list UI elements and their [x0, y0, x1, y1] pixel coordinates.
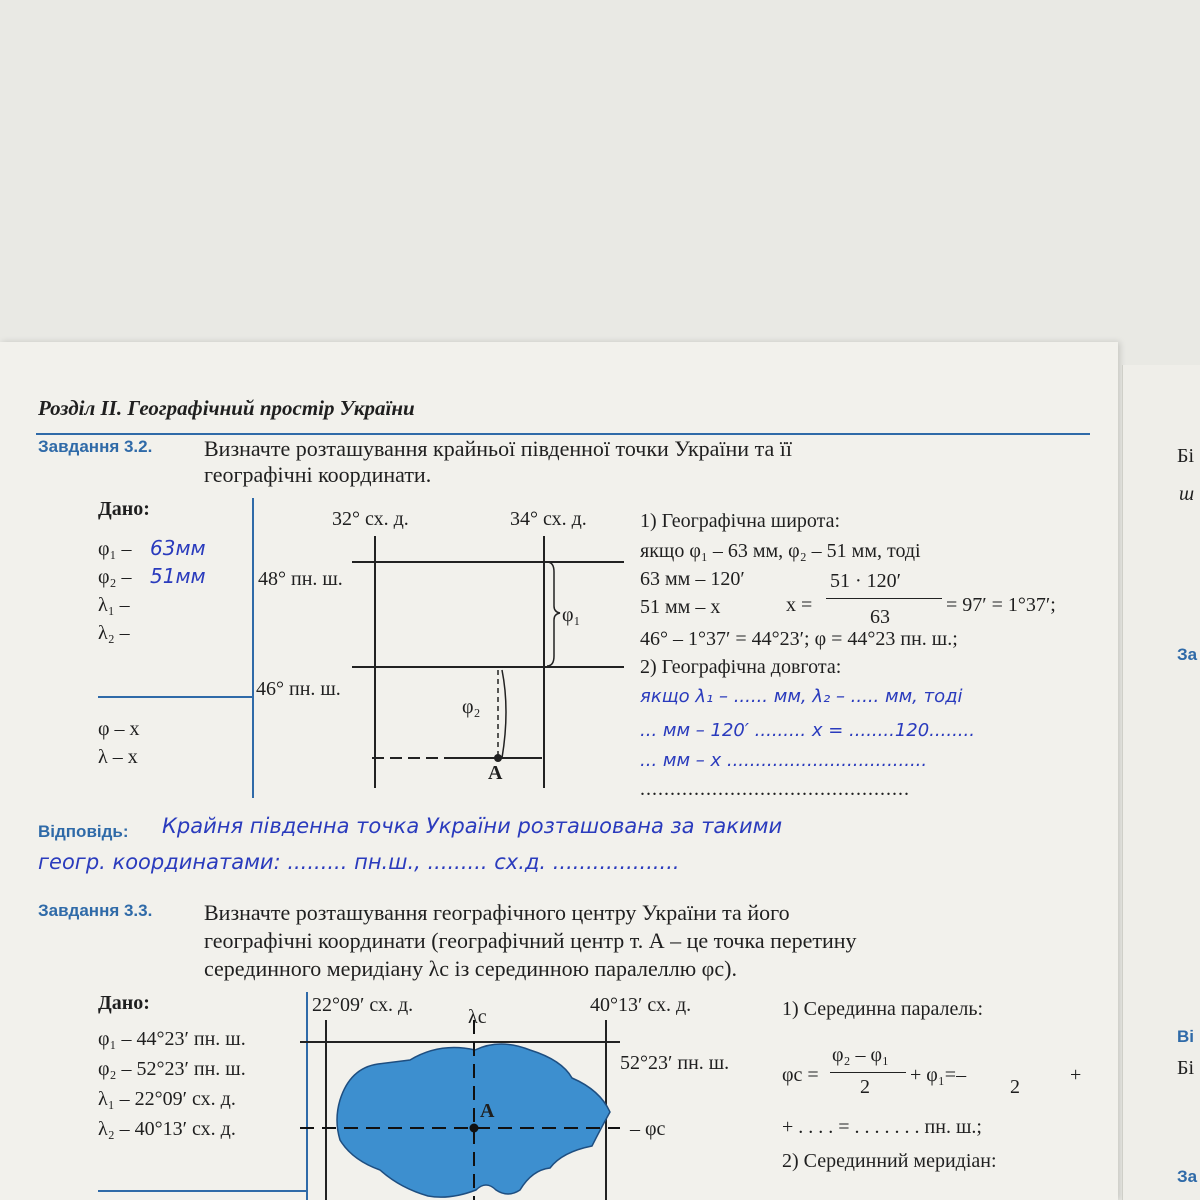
given-phi2-handwritten: 51мм	[150, 564, 206, 588]
given-phi1-handwritten: 63мм	[150, 536, 206, 560]
find-phi: φ – x	[98, 718, 140, 740]
dotted-line: .............................................	[640, 778, 910, 800]
fraction-result: = 97′ = 1°37′;	[946, 594, 1056, 616]
fraction-numerator: 51 · 120′	[830, 570, 902, 592]
handwritten-longitude-line1: якщо λ₁ – ...... мм, λ₂ – ..... мм, тоді	[640, 686, 963, 707]
solution-longitude-heading: 2) Географічна довгота:	[640, 656, 842, 678]
given-phi1-3-3: φ₁ – 44°23′ пн. ш.	[98, 1028, 246, 1050]
solution-line2: 63 мм – 120′	[640, 568, 745, 590]
next-page-edge	[1122, 365, 1200, 1200]
task-3-2-text-line2: географічні координати.	[204, 462, 432, 487]
ukraine-map	[300, 1020, 640, 1200]
given-phi2-3-3: φ₂ – 52°23′ пн. ш.	[98, 1058, 246, 1080]
next-page-label: Ві	[1177, 1027, 1194, 1046]
solution-line1: якщо φ₁ – 63 мм, φ₂ – 51 мм, тоді	[640, 540, 921, 562]
answer-label: Відповідь:	[38, 822, 129, 841]
given-separator	[98, 696, 254, 698]
fraction-denominator: 63	[870, 606, 890, 628]
section-title: Розділ ІІ. Географічний простір України	[38, 396, 415, 420]
header-rule	[36, 433, 1090, 435]
map-lat-label: 52°23′ пн. ш.	[620, 1052, 730, 1074]
solution-latitude-heading: 1) Географічна широта:	[640, 510, 841, 532]
next-page-text: Бі	[1177, 1057, 1195, 1079]
task-3-3-text-line1: Визначте розташування географічного центру України та його	[204, 900, 790, 925]
handwritten-longitude-line2: ... мм – 120′ ......... x = ........120........	[640, 720, 975, 741]
midparallel-fraction-bar	[830, 1072, 906, 1073]
midparallel-line2: + . . . . = . . . . . . . пн. ш.;	[782, 1116, 982, 1138]
next-page-text: Бі	[1177, 445, 1195, 467]
next-page-text: ш	[1179, 483, 1195, 505]
x-equals: x =	[786, 594, 813, 616]
given-title-3-3: Дано:	[98, 992, 150, 1014]
midparallel-plus-phi1: + φ₁=–	[910, 1064, 967, 1086]
given-lam2-3-3: λ₂ – 40°13′ сх. д.	[98, 1118, 236, 1140]
given-lam1-3-3: λ₁ – 22°09′ сх. д.	[98, 1088, 236, 1110]
solution-line4: 46° – 1°37′ = 44°23′; φ = 44°23 пн. ш.;	[640, 628, 958, 650]
given-phi2: φ₂ –	[98, 566, 132, 588]
given-separator-3-3	[98, 1190, 308, 1192]
task-3-3-label: Завдання 3.3.	[38, 901, 153, 920]
map-point-a: А	[480, 1100, 495, 1122]
lat-label-48: 48° пн. ш.	[258, 568, 343, 590]
diagram-marks	[352, 560, 572, 790]
given-phi1: φ₁ –	[98, 538, 132, 560]
find-lam: λ – x	[98, 746, 138, 768]
lon-label-32: 32° сх. д.	[332, 508, 409, 530]
given-lam2: λ₂ –	[98, 622, 130, 644]
answer-handwritten-line1: Крайня південна точка України розташована за такими	[162, 814, 783, 838]
answer-handwritten-line2: геогр. координатами: ......... пн.ш., ......... сх.д. ...................	[38, 850, 680, 874]
handwritten-longitude-line3: ... мм – x ...................................	[640, 750, 928, 771]
map-lon-label-1: 22°09′ сх. д.	[312, 994, 414, 1016]
phi1-label: φ₁	[562, 604, 581, 626]
midmeridian-heading: 2) Серединний меридіан:	[782, 1150, 997, 1172]
given-vertical-rule	[252, 498, 254, 798]
map-lon-label-2: 40°13′ сх. д.	[590, 994, 692, 1016]
midparallel-numerator: φ₂ – φ₁	[832, 1044, 890, 1066]
lambda-c-label: λс	[468, 1006, 487, 1028]
solution-line3: 51 мм – x	[640, 596, 721, 618]
phi2-label: φ₂	[462, 696, 481, 718]
task-3-3-text-line3: серединного меридіану λс із серединною паралеллю φс).	[204, 956, 737, 981]
task-3-2-text-line1: Визначте розташування крайньої південної точки України та її	[204, 436, 792, 461]
lon-label-34: 34° сх. д.	[510, 508, 587, 530]
midparallel-heading: 1) Серединна паралель:	[782, 998, 984, 1020]
next-page-label: За	[1177, 1167, 1198, 1186]
phi-c-equals: φс =	[782, 1064, 819, 1086]
given-lam1: λ₁ –	[98, 594, 130, 616]
next-page-label: За	[1177, 645, 1198, 664]
task-3-3-text-line2: географічні координати (географічний центр т. А – це точка перетину	[204, 928, 857, 953]
phi-c-label: – φс	[630, 1118, 666, 1140]
midparallel-denominator: 2	[860, 1076, 870, 1098]
midparallel-second-denominator: 2	[1010, 1076, 1020, 1098]
given-title: Дано:	[98, 498, 150, 520]
lat-label-46: 46° пн. ш.	[256, 678, 341, 700]
point-a-label: А	[488, 762, 503, 784]
task-3-2-label: Завдання 3.2.	[38, 437, 153, 456]
midparallel-plus: +	[1070, 1064, 1082, 1086]
fraction-bar	[826, 598, 942, 599]
